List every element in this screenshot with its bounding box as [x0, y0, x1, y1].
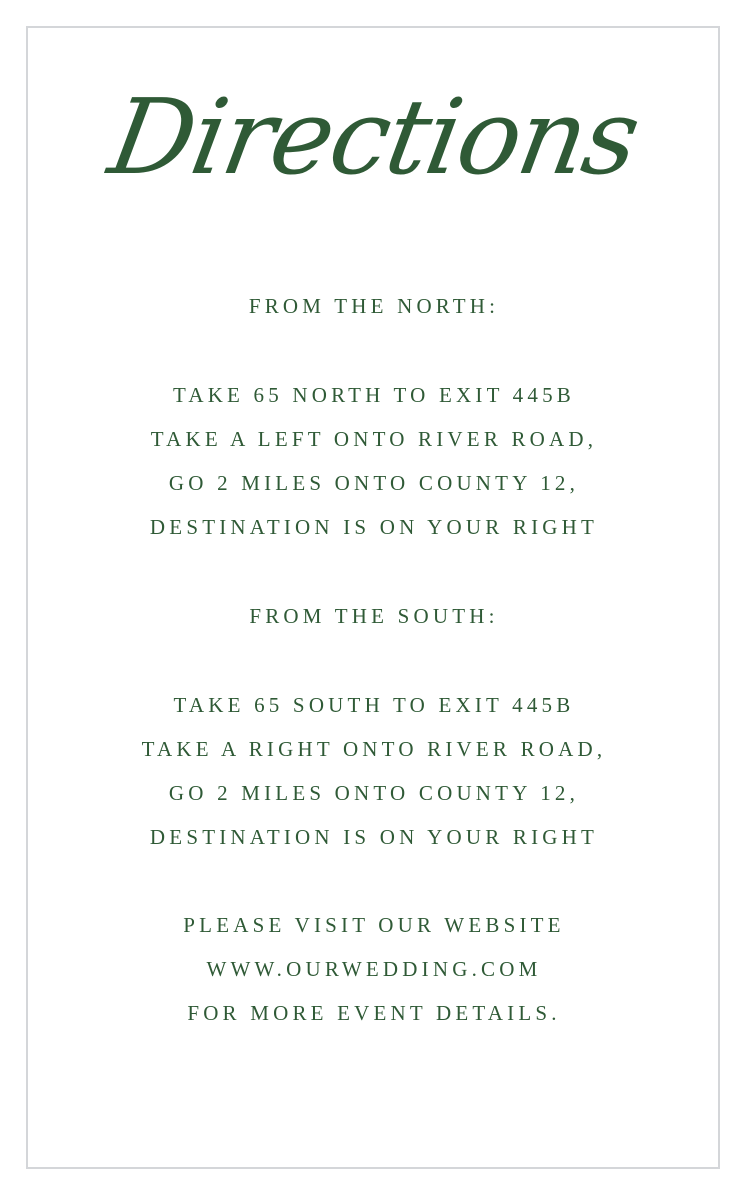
south-heading: FROM THE SOUTH: [249, 604, 499, 628]
directions-title: Directions [101, 76, 647, 198]
south-line: TAKE A RIGHT ONTO RIVER ROAD, [141, 737, 607, 761]
website-note-line: PLEASE VISIT OUR WEBSITE [183, 913, 565, 937]
south-line: TAKE 65 SOUTH TO EXIT 445B [173, 693, 575, 717]
north-line: GO 2 MILES ONTO COUNTY 12, [168, 471, 580, 495]
north-line: TAKE 65 NORTH TO EXIT 445B [172, 383, 575, 407]
website-url: WWW.OURWEDDING.COM [206, 957, 542, 981]
north-directions [0, 373, 748, 549]
south-line: DESTINATION IS ON YOUR RIGHT [149, 825, 599, 849]
north-line: DESTINATION IS ON YOUR RIGHT [149, 515, 599, 539]
north-heading: FROM THE NORTH: [248, 294, 500, 318]
south-directions [0, 683, 748, 859]
south-line: GO 2 MILES ONTO COUNTY 12, [168, 781, 580, 805]
north-line: TAKE A LEFT ONTO RIVER ROAD, [150, 427, 598, 451]
website-note-line: FOR MORE EVENT DETAILS. [187, 1001, 561, 1025]
website-note [0, 903, 748, 1035]
